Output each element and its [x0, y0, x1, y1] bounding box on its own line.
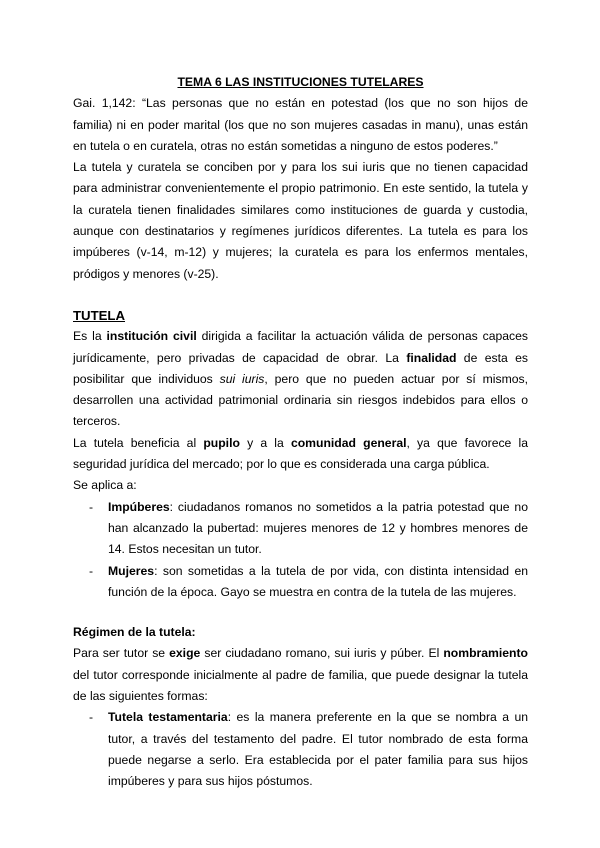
bullet-dash: - [89, 499, 94, 514]
text-run: , pero que no pueden actuar por sí mismos, desarrollen una actividad patrimonial ordinaria sin riesgos indebidos para ellos o terceros. [73, 371, 528, 429]
document-page [73, 72, 528, 793]
bold-term: finalidad [406, 350, 457, 365]
applies-to-label: Se aplica a: [73, 478, 137, 493]
text-run: : son sometidas a la tutela de por vida, con distinta intensidad en función de la época. Gayo se muestra en contra de la tutela de las mujeres. [108, 563, 528, 599]
bullet-dash: - [89, 710, 94, 725]
text-run: : es la manera preferente en la que se nombra a un tutor, a través del testamento del padre. El tutor nombrado de esta forma puede negarse a serlo. Era establecida por el pater familia para sus hijos impúberes y para sus hijos póstumos. [108, 710, 528, 789]
gaius-quote: Gai. 1,142: “Las personas que no están en potestad (los que no son hijos de familia) ni en poder marital (los que no son mujeres casadas in manu), unas están en tutela o en curatela, otras no están sometidas a ninguno de estos poderes.” [73, 96, 528, 153]
intro-paragraph: La tutela y curatela se conciben por y para los sui iuris que no tienen capacidad para administrar convenientemente el propio patrimonio. En este sentido, la tutela y la curatela tienen finalidades similares como instituciones de guarda y custodia, aunque con destinatarios y regímenes jurídicos diferentes. La tutela es para los impúberes (v-14, m-12) y mujeres; la curatela es para los enfermos mentales, pródigos y menores (v-25). [73, 160, 528, 281]
text-run: : ciudadanos romanos no sometidos a la patria potestad que no han alcanzado la pubertad: mujeres menores de 12 y hombres menores de 14. Estos necesitan un tutor. [108, 499, 528, 557]
tutela-benefit [73, 433, 528, 476]
bold-term: pupilo [203, 435, 240, 450]
text-run: Para ser tutor se [73, 646, 170, 661]
bold-term: comunidad general [290, 435, 407, 450]
section-heading-tutela: TUTELA [73, 307, 126, 323]
text-run: dirigida a facilitar la actuación válida de personas capaces jurídicamente, pero privadas de capacidad de obrar. La [73, 329, 528, 365]
tutela-definition [73, 326, 528, 432]
document-title: TEMA 6 LAS INSTITUCIONES TUTELARES [177, 75, 424, 89]
text-run: ser ciudadano romano, sui iuris y púber. El [200, 646, 444, 661]
bold-term: institución civil [106, 329, 197, 344]
bold-term: Mujeres [108, 563, 155, 578]
list-item [73, 561, 528, 604]
text-run: del tutor corresponde inicialmente al padre de familia, que puede designar la tutela de las siguientes formas: [73, 667, 528, 704]
bold-term: exige [169, 646, 201, 661]
text-run: La tutela beneficia al [73, 435, 204, 450]
text-run: de esta es posibilitar que individuos [73, 350, 528, 386]
regimen-list [73, 707, 528, 792]
list-item [73, 707, 528, 792]
tutela-applies-list [73, 497, 528, 603]
bold-term: Tutela testamentaria [108, 710, 228, 725]
bold-term: nombramiento [443, 646, 528, 661]
italic-term: sui iuris [219, 371, 265, 386]
subheading-regimen: Régimen de la tutela: [73, 625, 196, 640]
list-item [73, 497, 528, 561]
text-run: , ya que favorece la seguridad jurídica del mercado; por lo que es considerada una carga pública. [73, 435, 528, 472]
bullet-dash: - [89, 563, 94, 578]
regimen-paragraph [73, 643, 528, 707]
bold-term: Impúberes [108, 499, 170, 514]
text-run: Es la [73, 329, 107, 344]
text-run: y a la [239, 435, 291, 450]
